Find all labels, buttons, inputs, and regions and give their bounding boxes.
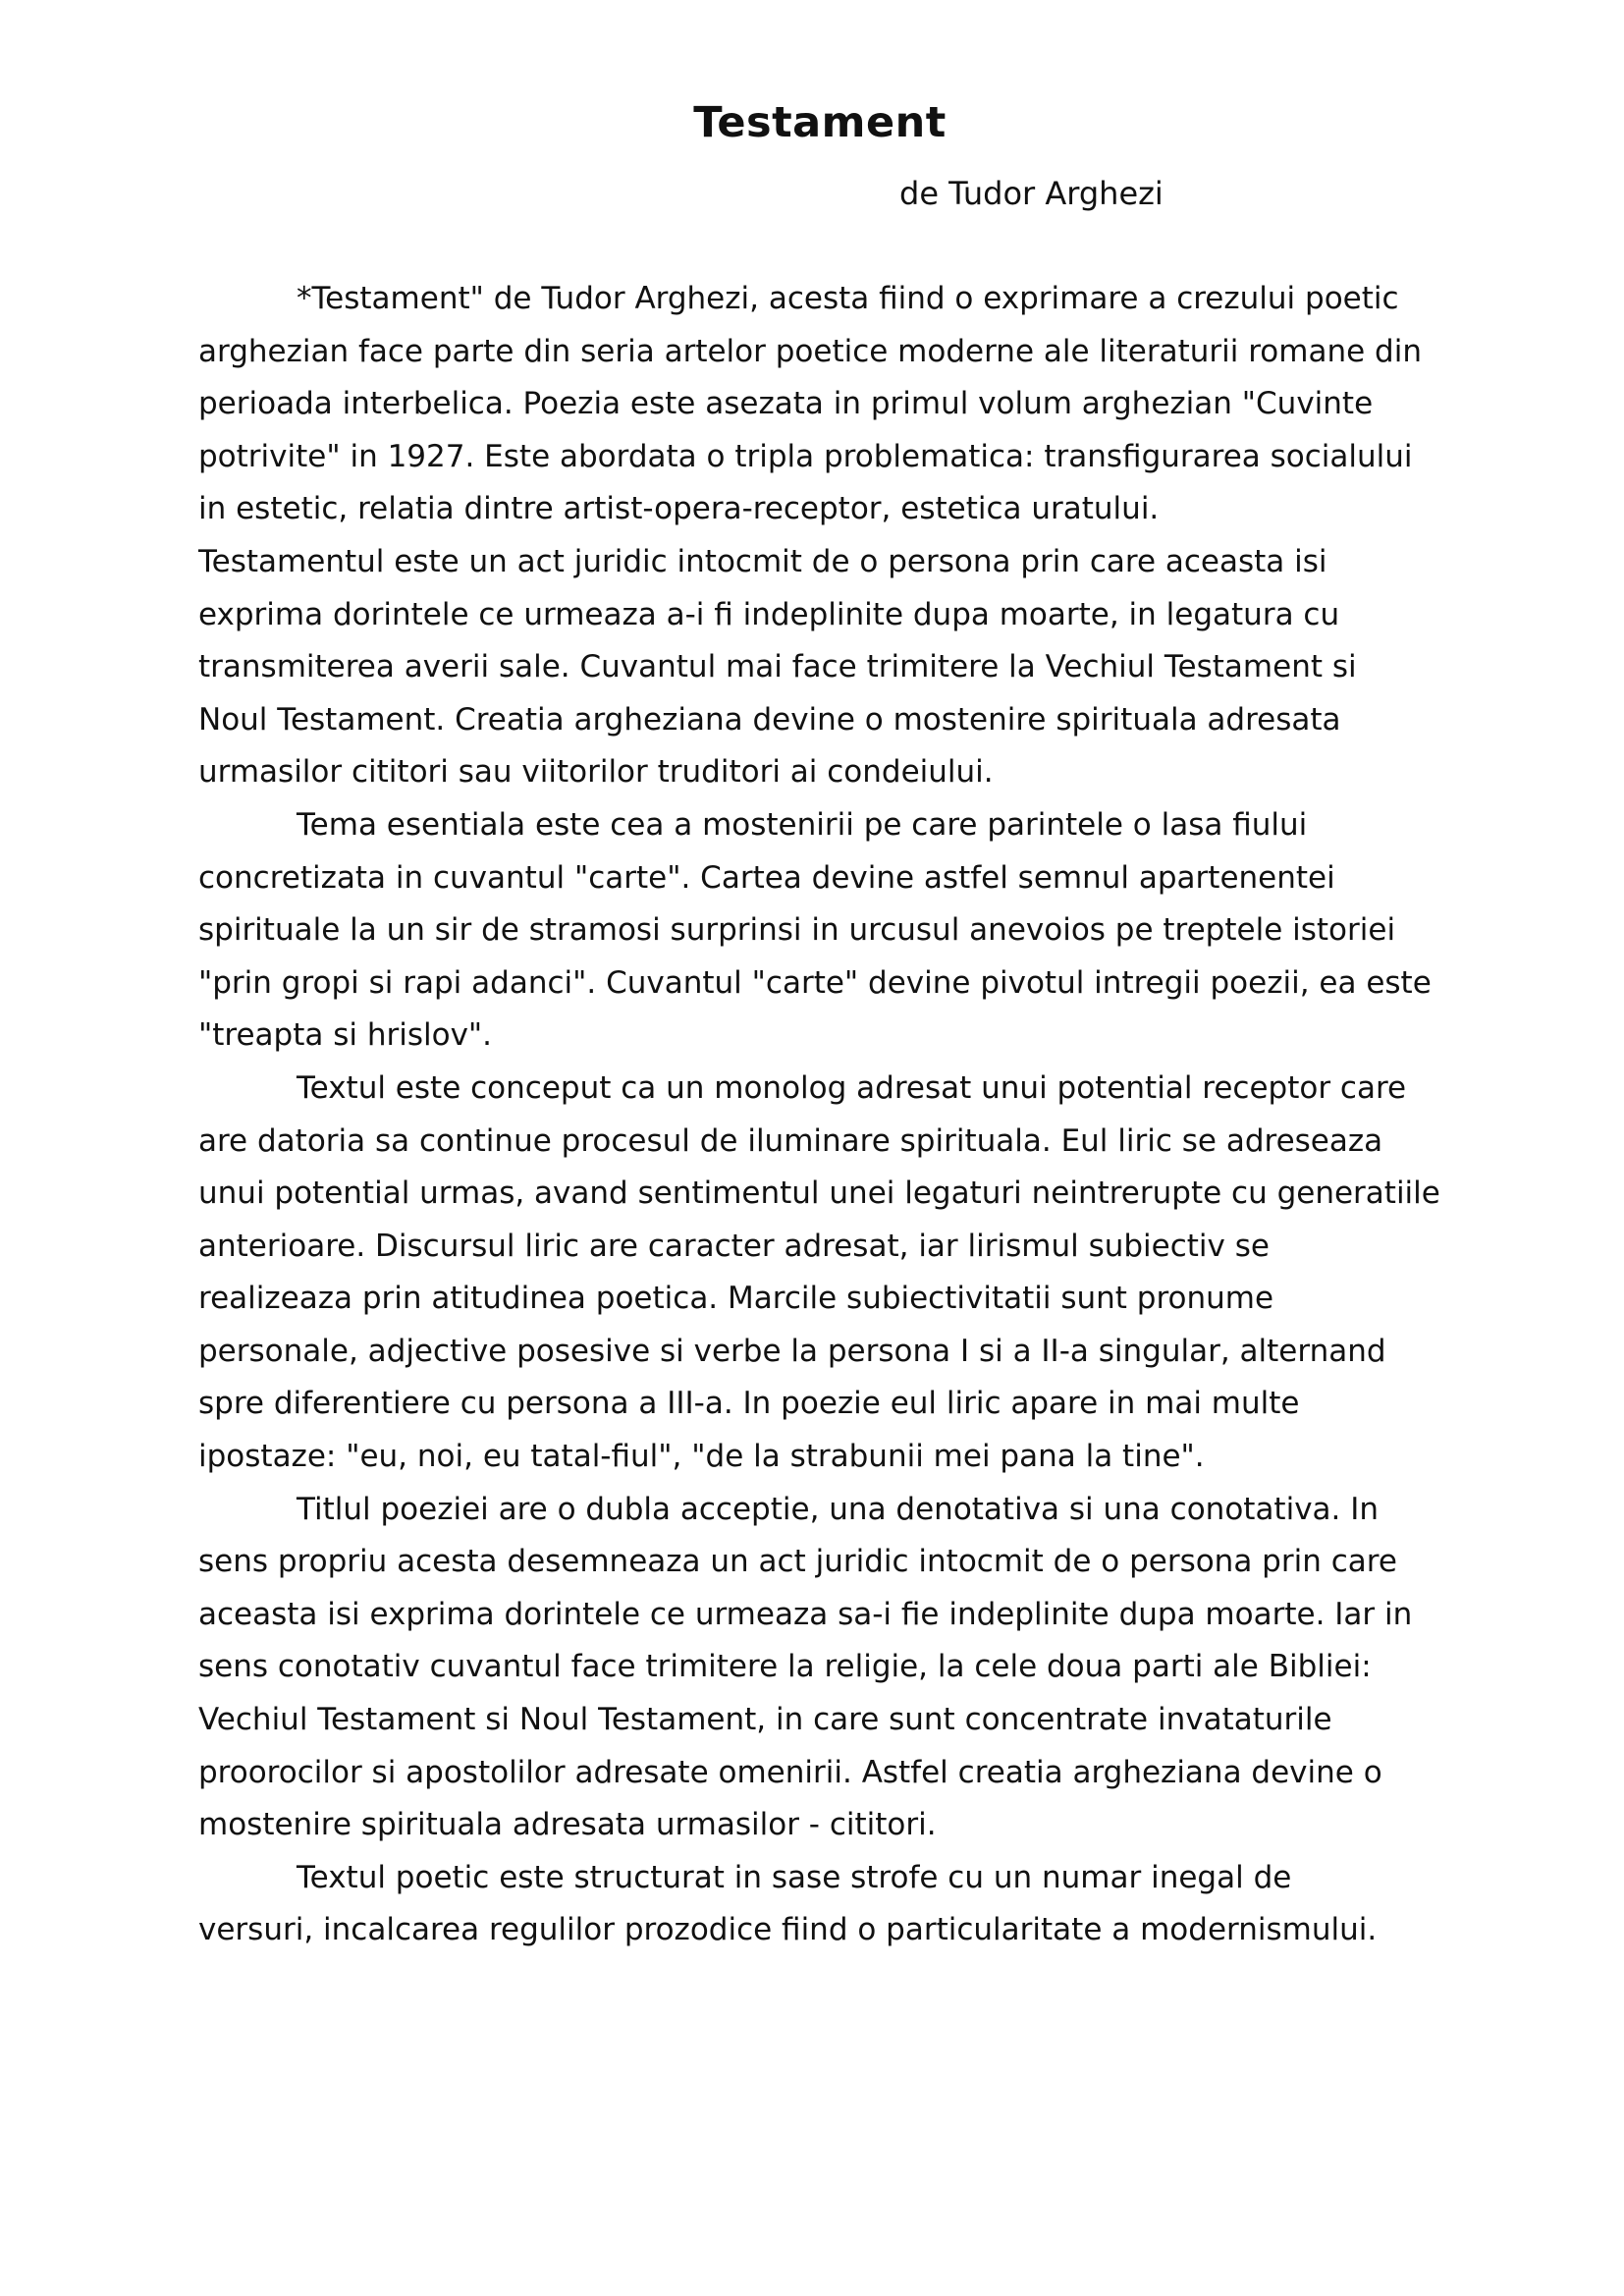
text-line: are datoria sa continue procesul de iluminare spirituala. Eul liric se adreseaza bbox=[198, 1122, 1383, 1159]
text-line: ipostaze: "eu, noi, eu tatal-fiul", "de la strabunii mei pana la tine". bbox=[198, 1439, 1205, 1475]
text-line: perioada interbelica. Poezia este asezata in primul volum arghezian "Cuvinte bbox=[198, 386, 1374, 422]
text-line: *Testament" de Tudor Arghezi, acesta fiind o exprimare a crezului poetic bbox=[297, 281, 1399, 316]
text-line: unui potential urmas, avand sentimentul unei legaturi neintrerupte cu generatiile bbox=[198, 1175, 1440, 1212]
text-line: transmiterea averii sale. Cuvantul mai face trimitere la Vechiul Testament si bbox=[198, 649, 1357, 685]
text-line: aceasta isi exprima dorintele ce urmeaza sa-i fie indeplinite dupa moarte. Iar in bbox=[198, 1596, 1413, 1632]
text-line: spre diferentiere cu persona a III-a. In poezie eul liric apare in mai multe bbox=[198, 1386, 1300, 1422]
text-line: Textul poetic este structurat in sase strofe cu un numar inegal de bbox=[297, 1859, 1292, 1895]
text-line: "prin gropi si rapi adanci". Cuvantul "carte" devine pivotul intregii poezii, ea este bbox=[198, 964, 1432, 1001]
text-line: exprima dorintele ce urmeaza a-i fi indeplinite dupa moarte, in legatura cu bbox=[198, 596, 1340, 632]
text-line: anterioare. Discursul liric are caracter adresat, iar lirismul subiectiv se bbox=[198, 1228, 1270, 1264]
document-body bbox=[198, 273, 1440, 1957]
text-line: Textul este conceput ca un monolog adresat unui potential receptor care bbox=[297, 1069, 1407, 1106]
text-line: Vechiul Testament si Noul Testament, in care sunt concentrate invataturile bbox=[198, 1702, 1332, 1738]
text-line: Titlul poeziei are o dubla acceptie, una denotativa si una conotativa. In bbox=[297, 1491, 1380, 1527]
text-line: "treapta si hrislov". bbox=[198, 1017, 493, 1054]
text-line: in estetic, relatia dintre artist-opera-receptor, estetica uratului. bbox=[198, 491, 1160, 527]
text-line: potrivite" in 1927. Este abordata o tripla problematica: transfigurarea socialului bbox=[198, 438, 1413, 474]
text-line: Noul Testament. Creatia argheziana devine o mostenire spirituala adresata bbox=[198, 701, 1341, 738]
document-title: Testament bbox=[693, 98, 947, 147]
text-line: arghezian face parte din seria artelor poetice moderne ale literaturii romane din bbox=[198, 333, 1422, 369]
text-line: Tema esentiala este cea a mostenirii pe care parintele o lasa fiului bbox=[297, 806, 1308, 843]
text-line: realizeaza prin atitudinea poetica. Marcile subiectivitatii sunt pronume bbox=[198, 1281, 1274, 1317]
text-line: concretizata in cuvantul "carte". Cartea devine astfel semnul apartenentei bbox=[198, 859, 1335, 896]
text-line: personale, adjective posesive si verbe la persona I si a II-a singular, alternand bbox=[198, 1333, 1386, 1369]
text-line: Testamentul este un act juridic intocmit de o persona prin care aceasta isi bbox=[198, 543, 1327, 579]
text-line: spirituale la un sir de stramosi surprinsi in urcusul anevoios pe treptele istoriei bbox=[198, 912, 1396, 949]
text-line: proorocilor si apostolilor adresate omenirii. Astfel creatia argheziana devine o bbox=[198, 1754, 1382, 1790]
text-line: sens conotativ cuvantul face trimitere la religie, la cele doua parti ale Bibliei: bbox=[198, 1649, 1372, 1685]
author-line: de Tudor Arghezi bbox=[899, 175, 1164, 212]
text-line: versuri, incalcarea regulilor prozodice fiind o particularitate a modernismului. bbox=[198, 1912, 1378, 1948]
text-line: mostenire spirituala adresata urmasilor - cititori. bbox=[198, 1807, 937, 1843]
text-line: sens propriu acesta desemneaza un act juridic intocmit de o persona prin care bbox=[198, 1544, 1397, 1580]
text-line: urmasilor cititori sau viitorilor truditori ai condeiului. bbox=[198, 754, 994, 791]
